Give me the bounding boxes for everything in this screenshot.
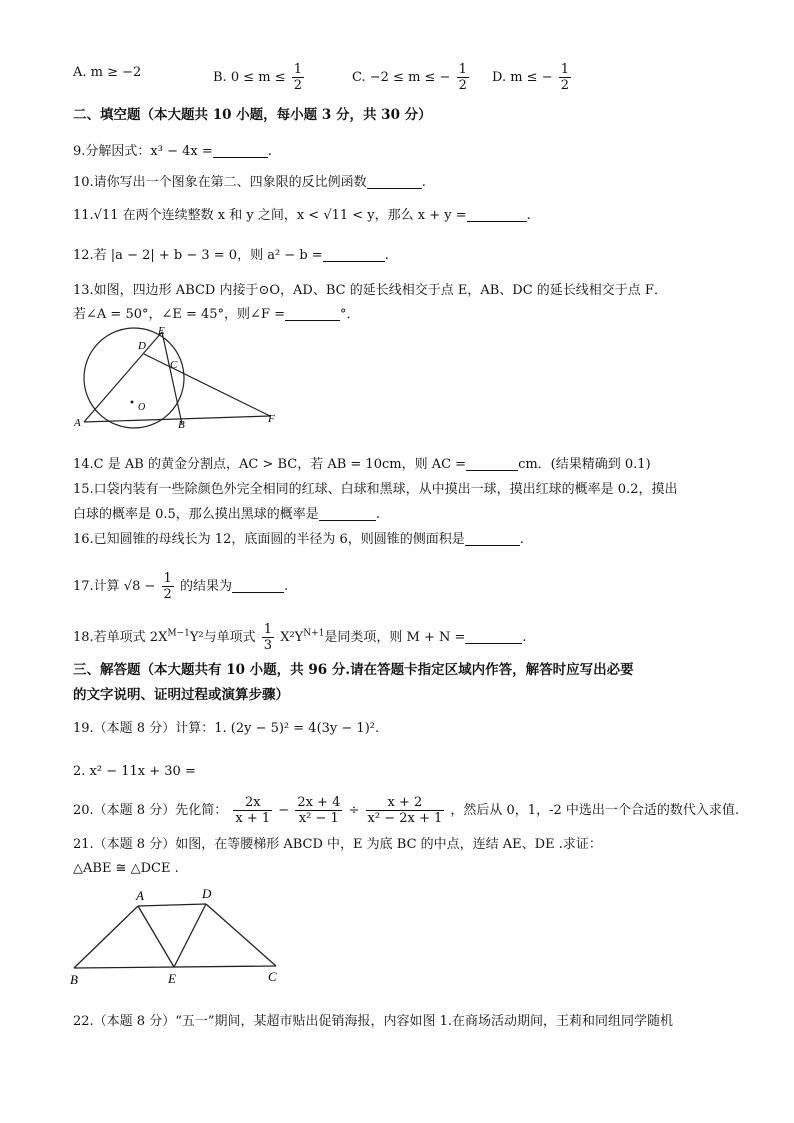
option-b: B. 0 ≤ m ≤ $\frac{1}{2}$ bbox=[213, 62, 303, 93]
question-12: 12.若 |a − 2| + b − 3 = 0，则 a² − b = . bbox=[73, 248, 389, 263]
fraction-half: $\frac{1}{2}$ bbox=[293, 62, 303, 93]
segment-dc bbox=[206, 904, 276, 966]
question-15-line1: 15.口袋内装有一些除颜色外完全相同的红球、白球和黑球，从中摸出一球，摸出红球的概率是 0.2，摸出 bbox=[73, 482, 678, 497]
answer-blank bbox=[466, 456, 518, 471]
label-a: A bbox=[74, 417, 81, 429]
question-20: 20.（本题 8 分）先化简： $\frac{2x}{x + 1}$ − $\frac{2x + 4}{\text{x² − 1}}$ ÷ $\frac{x + 2}{\text{x² − 2x + 1}}$ ，然后从 0，1，-2 中选出一个合适的数代入求值. bbox=[73, 795, 740, 826]
answer-blank bbox=[319, 506, 376, 521]
answer-blank bbox=[467, 207, 527, 222]
label-d: D bbox=[138, 340, 146, 352]
circle-quadrilateral-figure bbox=[72, 326, 292, 436]
question-13-line1: 13.如图，四边形 ABCD 内接于⊙O，AD、BC 的延长线相交于点 E，AB、DC 的延长线相交于点 F． bbox=[73, 283, 667, 298]
label-b: B bbox=[70, 972, 78, 987]
section-heading-answers-line2: 的文字说明、证明过程或演算步骤） bbox=[73, 687, 289, 703]
fraction-1: $\frac{2x}{x + 1}$ bbox=[235, 795, 271, 826]
segment-ad bbox=[138, 904, 206, 906]
label-a: A bbox=[136, 888, 144, 903]
question-19-line2: 2. x² − 11x + 30 = bbox=[73, 764, 196, 779]
segment-ae bbox=[138, 906, 174, 967]
question-14: 14.C 是 AB 的黄金分割点，AC > BC，若 AB = 10cm，则 AC = cm．(结果精确到 0.1) bbox=[73, 457, 651, 472]
question-19-line1: 19.（本题 8 分）计算：1. (2y − 5)² = 4(3y − 1)². bbox=[73, 721, 380, 736]
question-15-line2: 白球的概率是 0.5，那么摸出黑球的概率是 . bbox=[73, 507, 380, 522]
answer-blank bbox=[465, 629, 522, 644]
question-17: 17.计算 √8 − $\frac{1}{2}$ 的结果为 . bbox=[73, 571, 289, 602]
question-22: 22.（本题 8 分）“五一”期间，某超市贴出促销海报，内容如图 1.在商场活动期间，王莉和同组同学随机 bbox=[73, 1014, 674, 1029]
option-d: D. m ≤ − $\frac{1}{2}$ bbox=[492, 62, 570, 93]
answer-blank bbox=[285, 306, 340, 321]
question-10: 10.请你写出一个图象在第二、四象限的反比例函数 . bbox=[73, 175, 426, 190]
fraction-3: $\frac{x + 2}{\text{x² − 2x + 1}}$ bbox=[367, 795, 443, 826]
circle-o bbox=[84, 328, 184, 428]
fraction-sqrt-half: $\frac{1}{2}$ bbox=[163, 571, 172, 602]
label-b: B bbox=[178, 419, 185, 431]
line-af bbox=[84, 416, 270, 422]
section-heading-fill-in: 二、填空题（本大题共 10 小题，每小题 3 分，共 30 分） bbox=[73, 107, 432, 123]
question-11: 11.√11 在两个连续整数 x 和 y 之间，x < √11 < y，那么 x + y = . bbox=[73, 208, 531, 223]
segment-ab bbox=[74, 906, 138, 968]
answer-blank bbox=[323, 247, 385, 262]
fraction-half: $\frac{1}{2}$ bbox=[458, 62, 467, 93]
question-9: 9.分解因式：x³ − 4x = . bbox=[73, 144, 272, 159]
fraction-half: $\frac{1}{2}$ bbox=[560, 62, 570, 93]
question-21-line2: △ABE ≅ △DCE . bbox=[73, 861, 179, 876]
label-e: E bbox=[158, 326, 165, 337]
answer-blank bbox=[232, 578, 284, 593]
section-heading-answers-line1: 三、解答题（本大题共有 10 小题，共 96 分.请在答题卡指定区域内作答，解答时应写出必要 bbox=[73, 662, 634, 678]
option-a: A. m ≥ −2 bbox=[73, 65, 142, 80]
label-f: F bbox=[268, 413, 275, 425]
question-21-line1: 21.（本题 8 分）如图，在等腰梯形 ABCD 中，E 为底 BC 的中点，连结 AE、DE .求证： bbox=[73, 837, 602, 852]
question-13-line2: 若∠A = 50°，∠E = 45°，则∠F = °． bbox=[73, 307, 360, 322]
fraction-2: $\frac{2x + 4}{\text{x² − 1}}$ bbox=[297, 795, 341, 826]
answer-blank bbox=[465, 531, 520, 546]
label-d: D bbox=[202, 886, 212, 901]
label-e: E bbox=[168, 971, 176, 986]
answer-blank bbox=[213, 143, 268, 158]
question-18: 18.若单项式 $2X^{M-1}Y^2$与单项式 $\frac{1}{3}$ $X^2Y^{N+1}$是同类项，则 M + N = . bbox=[73, 622, 527, 653]
center-point bbox=[131, 401, 134, 404]
label-c: C bbox=[170, 359, 178, 371]
fraction-one-third: $\frac{1}{3}$ bbox=[263, 622, 273, 653]
segment-de bbox=[174, 904, 206, 967]
answer-blank bbox=[367, 174, 422, 189]
label-o: O bbox=[138, 402, 146, 413]
line-df bbox=[144, 354, 270, 416]
question-16: 16.已知圆锥的母线长为 12，底面圆的半径为 6，则圆锥的侧面积是 . bbox=[73, 532, 524, 547]
isosceles-trapezoid-figure bbox=[66, 884, 286, 988]
label-c: C bbox=[268, 969, 277, 984]
option-c: C. −2 ≤ m ≤ − $\frac{1}{2}$ bbox=[352, 62, 467, 93]
